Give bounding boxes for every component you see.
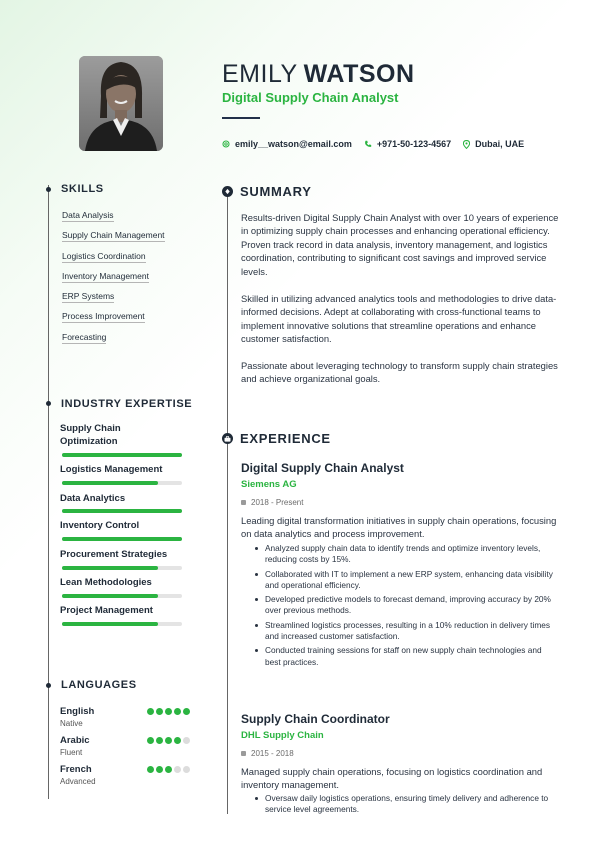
right-timeline: [227, 188, 228, 814]
rating-dot-filled: [174, 708, 181, 715]
expertise-bar: [62, 509, 182, 513]
rating-dot-filled: [183, 708, 190, 715]
bullet-item: Analyzed supply chain data to identify trends and optimize inventory levels, reducing costs by 15%.: [255, 543, 555, 566]
expertise-label: Procurement Strategies: [60, 549, 168, 560]
contact-row: [222, 139, 524, 149]
bullet-item: Collaborated with IT to implement a new ERP system, enhancing data visibility and operational efficiency.: [255, 569, 555, 592]
expertise-label: Data Analytics: [60, 493, 126, 504]
language-rating: [147, 708, 190, 715]
skills-marker: [46, 187, 51, 192]
expertise-item: [60, 423, 182, 448]
skill-item: Forecasting: [62, 331, 107, 342]
briefcase-icon: [222, 433, 233, 444]
expertise-bar-fill: [62, 537, 182, 541]
job-bullets: [255, 543, 555, 671]
person-photo-icon: [79, 56, 163, 151]
job-dates: [241, 498, 303, 507]
job-role: Digital Supply Chain Analyst: [222, 90, 399, 105]
language-name: Arabic: [60, 735, 90, 746]
expertise-item: [60, 493, 182, 506]
expertise-bar-fill: [62, 594, 158, 598]
phone-contact[interactable]: [364, 139, 451, 149]
calendar-icon: [241, 500, 246, 505]
phone-icon: [364, 140, 372, 148]
skill-item: Process Improvement: [62, 311, 145, 322]
expertise-item: [60, 549, 182, 562]
experience-heading: EXPERIENCE: [240, 431, 331, 446]
expertise-bar: [62, 594, 182, 598]
location-text: Dubai, UAE: [475, 139, 525, 149]
company-name: Siemens AG: [241, 479, 297, 490]
summary-heading: SUMMARY: [240, 184, 312, 199]
expertise-bar-fill: [62, 453, 182, 457]
language-item: [60, 735, 192, 757]
expertise-bar: [62, 566, 182, 570]
job-description: Leading digital transformation initiatives in supply chain operations, focusing on data analytics and process improvement.: [241, 515, 557, 540]
language-rating: [147, 766, 190, 773]
rating-dot-filled: [147, 737, 154, 744]
bullet-item: Developed predictive models to forecast demand, improving accuracy by 20% over previous methods.: [255, 594, 555, 617]
rating-dot-empty: [183, 737, 190, 744]
expertise-item: [60, 520, 182, 533]
left-timeline: [48, 185, 49, 799]
languages-marker: [46, 683, 51, 688]
expertise-bar: [62, 622, 182, 626]
rating-dot-filled: [165, 737, 172, 744]
summary-paragraph: Skilled in utilizing advanced analytics tools and methodologies to drive data-informed decisions. Adept at collaborating with cross-functional teams to implement innovative solutions that streamline operations and enhance customer satisfaction.: [241, 293, 557, 345]
rating-dot-filled: [156, 708, 163, 715]
expertise-bar: [62, 453, 182, 457]
expertise-bar-fill: [62, 509, 182, 513]
expertise-bar-fill: [62, 566, 158, 570]
summary-icon: [222, 186, 233, 197]
language-item: [60, 706, 192, 728]
rating-dot-filled: [156, 737, 163, 744]
expertise-item: [60, 605, 182, 618]
expertise-bar-fill: [62, 622, 158, 626]
expertise-heading: INDUSTRY EXPERTISE: [61, 398, 193, 410]
role-divider: [222, 117, 260, 119]
expertise-label: Logistics Management: [60, 464, 163, 475]
rating-dot-filled: [165, 708, 172, 715]
expertise-label: Project Management: [60, 605, 153, 616]
job-bullets: [255, 793, 555, 819]
language-level: Advanced: [60, 777, 96, 786]
summary-paragraph: Passionate about leveraging technology to transform supply chain strategies and achieve organizational goals.: [241, 360, 558, 385]
skill-item: Supply Chain Management: [62, 230, 165, 241]
location-contact: [463, 139, 524, 149]
last-name: WATSON: [303, 60, 415, 88]
rating-dot-empty: [183, 766, 190, 773]
bullet-item: Streamlined logistics processes, resulting in a 10% reduction in delivery times and increased customer satisfaction.: [255, 620, 555, 643]
skills-heading: SKILLS: [61, 183, 104, 195]
dates-text: 2018 - Present: [251, 498, 304, 507]
expertise-label: Inventory Control: [60, 520, 140, 531]
bullet-item: Conducted training sessions for staff on new supply chain technologies and best practices.: [255, 645, 555, 668]
language-name: French: [60, 764, 92, 775]
first-name: EMILY: [222, 60, 298, 88]
job-title: Supply Chain Coordinator: [241, 712, 390, 726]
expertise-label: Supply Chain Optimization: [60, 423, 121, 447]
expertise-marker: [46, 401, 51, 406]
summary-paragraph: Results-driven Digital Supply Chain Analyst with over 10 years of experience in optimizing supply chain processes and enhancing operational efficiency. Proven track record in data analysis, inventory management, and logistics coordination, contributing to significant cost savings and improved service levels.: [241, 212, 559, 277]
email-contact[interactable]: [222, 139, 352, 149]
expertise-item: [60, 464, 182, 477]
skill-item: ERP Systems: [62, 291, 115, 302]
expertise-item: [60, 577, 182, 590]
expertise-bar: [62, 537, 182, 541]
calendar-icon: [241, 751, 246, 756]
full-name: [222, 60, 415, 89]
company-name: DHL Supply Chain: [241, 730, 324, 741]
email-text: emily__watson@email.com: [235, 139, 352, 149]
language-rating: [147, 737, 190, 744]
language-item: [60, 764, 192, 786]
expertise-label: Lean Methodologies: [60, 577, 152, 588]
rating-dot-filled: [156, 766, 163, 773]
bullet-item: Oversaw daily logistics operations, ensuring timely delivery and adherence to service level agreements.: [255, 793, 555, 816]
skills-list: [62, 210, 165, 352]
phone-text: +971-50-123-4567: [376, 139, 452, 149]
language-level: Fluent: [60, 748, 83, 757]
job-description: Managed supply chain operations, focusing on logistics coordination and inventory management.: [241, 766, 543, 791]
language-level: Native: [60, 719, 83, 728]
expertise-bar-fill: [62, 481, 158, 485]
rating-dot-filled: [147, 766, 154, 773]
rating-dot-empty: [174, 766, 181, 773]
profile-photo: [79, 56, 163, 151]
language-name: English: [60, 706, 95, 717]
location-pin-icon: [463, 140, 470, 149]
rating-dot-filled: [174, 737, 181, 744]
job-dates: [241, 749, 294, 758]
rating-dot-filled: [165, 766, 172, 773]
expertise-bar: [62, 481, 182, 485]
rating-dot-filled: [147, 708, 154, 715]
skill-item: Inventory Management: [62, 270, 149, 281]
skill-item: Data Analysis: [62, 210, 114, 220]
skill-item: Logistics Coordination: [62, 250, 146, 261]
dates-text: 2015 - 2018: [251, 749, 294, 758]
at-icon: [222, 140, 230, 148]
job-title: Digital Supply Chain Analyst: [241, 461, 404, 475]
languages-heading: LANGUAGES: [61, 679, 137, 691]
